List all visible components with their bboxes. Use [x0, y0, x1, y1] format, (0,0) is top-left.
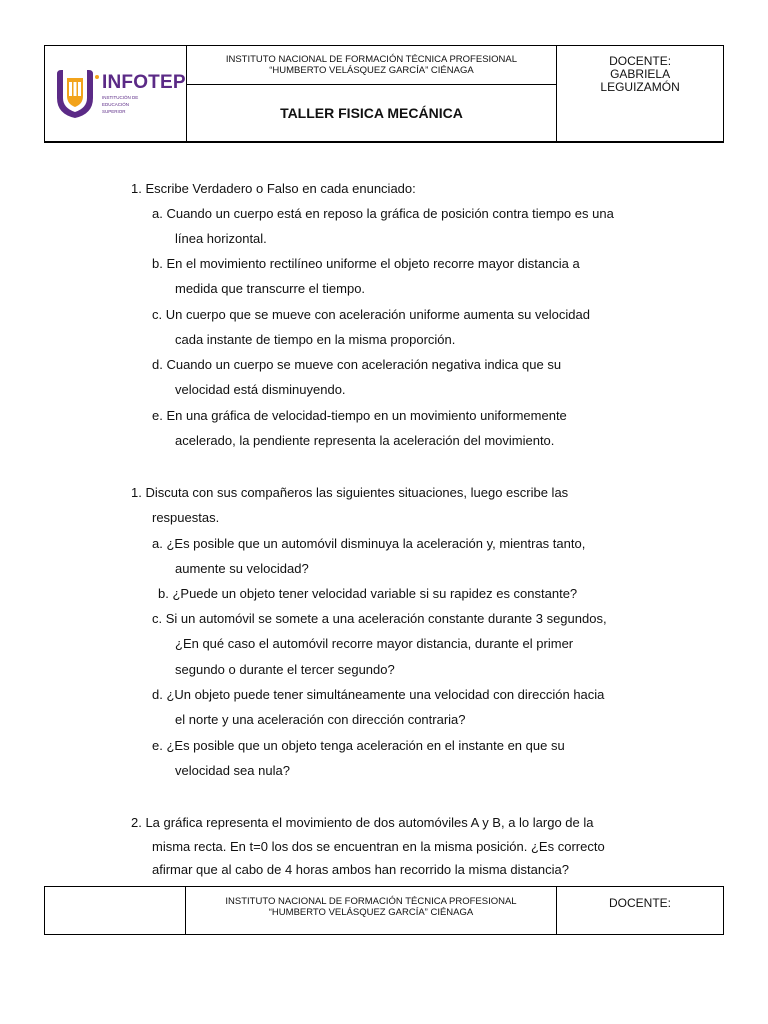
- section2-item-d-line1: d. ¿Un objeto puede tener simultáneamente una velocidad con dirección hacia: [152, 687, 605, 702]
- section2-item-a-line2: aumente su velocidad?: [175, 561, 309, 576]
- section2-heading-line1: 1. Discuta con sus compañeros las siguientes situaciones, luego escribe las: [131, 485, 569, 500]
- section2-item-e-line1: e. ¿Es posible que un objeto tenga aceleración en el instante en que su: [152, 738, 565, 753]
- section3-line3: afirmar que al cabo de 4 horas ambos han recorrido la misma distancia?: [152, 862, 569, 877]
- logo-subtitle-3: SUPERIOR: [102, 109, 126, 114]
- section1-item-b-line1: b. En el movimiento rectilíneo uniforme el objeto recorre mayor distancia a: [152, 256, 580, 271]
- institution-line-1: INSTITUTO NACIONAL DE FORMACIÓN TÉCNICA PROFESIONAL: [225, 54, 518, 65]
- repeated-header: [44, 886, 724, 935]
- section2-item-b-line1: b. ¿Puede un objeto tener velocidad variable si su rapidez es constante?: [158, 586, 578, 601]
- repeated-institution-line-1: INSTITUTO NACIONAL DE FORMACIÓN TÉCNICA PROFESIONAL: [225, 896, 517, 907]
- logo-cell: [45, 46, 187, 143]
- section2-item-a-line1: a. ¿Es posible que un automóvil disminuya la aceleración y, mientras tanto,: [152, 536, 586, 551]
- repeated-docente-label: DOCENTE:: [557, 887, 724, 935]
- section1-item-c-line1: c. Un cuerpo que se mueve con aceleración uniforme aumenta su velocidad: [152, 307, 590, 322]
- section2-item-c-line3: segundo o durante el tercer segundo?: [175, 662, 395, 677]
- docente-cell: [557, 46, 724, 143]
- section1-item-c-line2: cada instante de tiempo en la misma proporción.: [175, 332, 456, 347]
- docente-label: DOCENTE:: [609, 54, 672, 68]
- repeated-institution-cell: [186, 887, 557, 935]
- repeated-logo-cell: [45, 887, 186, 935]
- institution-cell: [186, 46, 556, 85]
- document-title: TALLER FISICA MECÁNICA: [186, 85, 556, 143]
- section1-heading: 1. Escribe Verdadero o Falso en cada enunciado:: [131, 181, 416, 196]
- section1-item-d-line1: d. Cuando un cuerpo se mueve con aceleración negativa indica que su: [152, 357, 562, 372]
- section2-heading-line2: respuestas.: [152, 510, 220, 525]
- section2-item-d-line2: el norte y una aceleración con dirección contraria?: [175, 712, 466, 727]
- document-header: [44, 45, 724, 143]
- docente-name-2: LEGUIZAMÓN: [600, 80, 680, 94]
- section3-line2: misma recta. En t=0 los dos se encuentran en la misma posición. ¿Es correcto: [152, 839, 605, 854]
- section1-item-b-line2: medida que transcurre el tiempo.: [175, 281, 366, 296]
- section2-item-e-line2: velocidad sea nula?: [175, 763, 290, 778]
- section2-item-c-line2: ¿En qué caso el automóvil recorre mayor distancia, durante el primer: [175, 636, 574, 651]
- section3-line1: 2. La gráfica representa el movimiento de dos automóviles A y B, a lo largo de la: [131, 815, 594, 830]
- docente-name-1: GABRIELA: [610, 67, 671, 81]
- section1-item-e-line2: acelerado, la pendiente representa la aceleración del movimiento.: [175, 433, 555, 448]
- section2-item-c-line1: c. Si un automóvil se somete a una aceleración constante durante 3 segundos,: [152, 611, 607, 626]
- institution-line-2: “HUMBERTO VELÁSQUEZ GARCÍA” CIÉNAGA: [269, 65, 474, 76]
- section1-item-d-line2: velocidad está disminuyendo.: [175, 382, 346, 397]
- logo-subtitle-2: EDUCACIÓN: [102, 102, 130, 107]
- logo-name: INFOTEP: [102, 72, 186, 93]
- infotep-shield-icon: [53, 68, 99, 120]
- repeated-institution-line-2: “HUMBERTO VELÁSQUEZ GARCÍA” CIÉNAGA: [268, 907, 474, 918]
- section1-item-a-line2: línea horizontal.: [175, 231, 267, 246]
- infotep-logo: [45, 68, 186, 120]
- logo-subtitle-1: INSTITUCIÓN DE: [102, 95, 139, 100]
- section1-item-a-line1: a. Cuando un cuerpo está en reposo la gráfica de posición contra tiempo es una: [152, 206, 614, 221]
- section1-item-e-line1: e. En una gráfica de velocidad-tiempo en un movimiento uniformemente: [152, 408, 567, 423]
